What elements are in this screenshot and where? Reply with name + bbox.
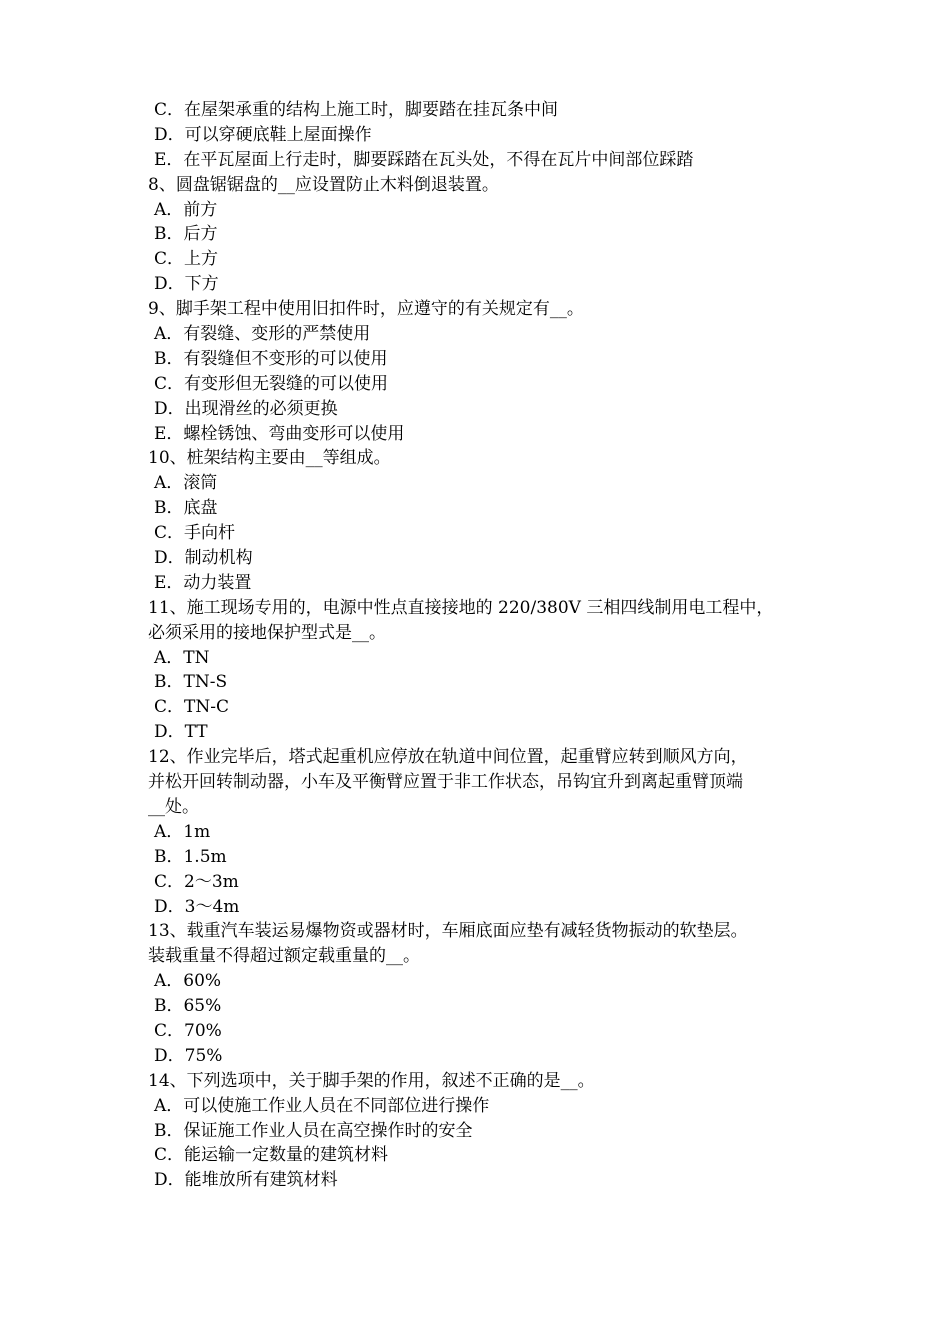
question-text: 装载重量不得超过额定载重量的__。 xyxy=(148,946,420,967)
answer-option: D．3～4m xyxy=(154,896,240,917)
answer-option: B．后方 xyxy=(154,224,218,245)
question-text: 12、作业完毕后，塔式起重机应停放在轨道中间位置，起重臂应转到顺风方向， xyxy=(148,747,748,768)
question-text: 11、施工现场专用的，电源中性点直接接地的 220/380V 三相四线制用电工程中， xyxy=(148,597,774,618)
question-text: 13、载重汽车装运易爆物资或器材时，车厢底面应垫有减轻货物振动的软垫层。 xyxy=(148,921,748,942)
answer-option: B．65% xyxy=(154,996,222,1017)
answer-option: C．TN-C xyxy=(154,697,229,718)
answer-option: A．TN xyxy=(154,647,210,668)
answer-option: C．能运输一定数量的建筑材料 xyxy=(154,1145,389,1166)
answer-option: B．保证施工作业人员在高空操作时的安全 xyxy=(154,1120,473,1141)
question-text: 必须采用的接地保护型式是__。 xyxy=(148,622,386,643)
question-text: 14、下列选项中，关于脚手架的作用，叙述不正确的是__。 xyxy=(148,1070,595,1091)
answer-option: A．前方 xyxy=(154,199,218,220)
answer-option: D．下方 xyxy=(154,274,219,295)
answer-option: A．可以使施工作业人员在不同部位进行操作 xyxy=(154,1095,490,1116)
question-text: 10、桩架结构主要由__等组成。 xyxy=(148,448,391,469)
answer-option: E．动力装置 xyxy=(154,572,252,593)
answer-option: C．手向杆 xyxy=(154,523,236,544)
answer-option: C．有变形但无裂缝的可以使用 xyxy=(154,373,389,394)
answer-option: B．底盘 xyxy=(154,498,218,519)
answer-option: D．可以穿硬底鞋上屋面操作 xyxy=(154,124,372,145)
answer-option: C．2～3m xyxy=(154,871,239,892)
answer-option: C．上方 xyxy=(154,249,219,270)
answer-option: B．1.5m xyxy=(154,846,227,867)
answer-option: C．在屋架承重的结构上施工时，脚要踏在挂瓦条中间 xyxy=(154,100,559,120)
question-text: 8、圆盘锯锯盘的__应设置防止木料倒退装置。 xyxy=(148,174,499,195)
question-list xyxy=(148,98,828,1193)
question-text: __处。 xyxy=(148,796,199,817)
question-text: 并松开回转制动器，小车及平衡臂应置于非工作状态，吊钩宜升到离起重臂顶端 xyxy=(148,772,743,793)
answer-option: D．75% xyxy=(154,1045,223,1066)
question-text: 9、脚手架工程中使用旧扣件时，应遵守的有关规定有__。 xyxy=(148,299,584,320)
answer-option: D．制动机构 xyxy=(154,548,253,569)
answer-option: B．有裂缝但不变形的可以使用 xyxy=(154,348,388,369)
answer-option: A．有裂缝、变形的严禁使用 xyxy=(154,324,371,345)
answer-option: A．60% xyxy=(154,971,222,992)
answer-option: B．TN-S xyxy=(154,672,228,693)
answer-option: C．70% xyxy=(154,1020,222,1041)
answer-option: D．能堆放所有建筑材料 xyxy=(154,1170,338,1191)
answer-option: D．TT xyxy=(154,722,208,743)
answer-option: A．1m xyxy=(154,821,211,842)
answer-option: E．在平瓦屋面上行走时，脚要踩踏在瓦头处，不得在瓦片中间部位踩踏 xyxy=(154,149,694,170)
answer-option: E．螺栓锈蚀、弯曲变形可以使用 xyxy=(154,423,405,444)
answer-option: A．滚筒 xyxy=(154,473,218,494)
answer-option: D．出现滑丝的必须更换 xyxy=(154,398,338,419)
